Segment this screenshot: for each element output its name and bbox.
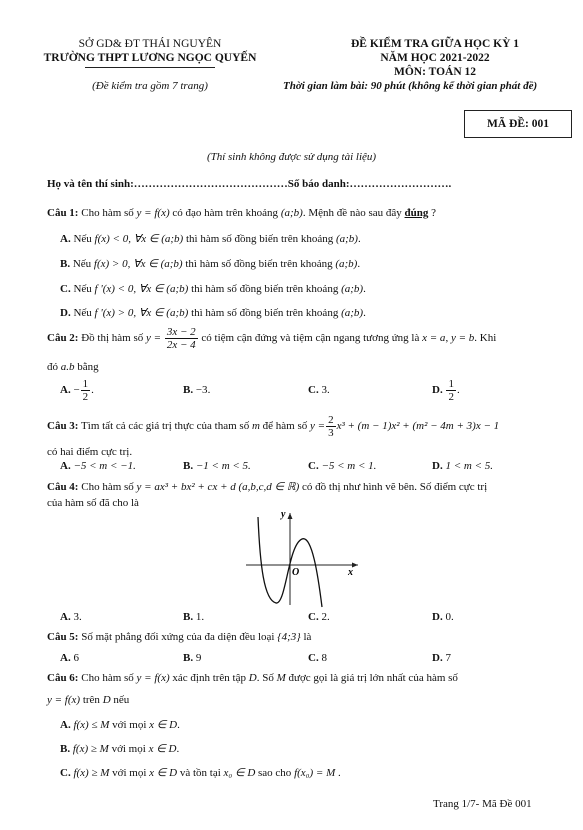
question-5 [47,631,311,643]
q1-option-b[interactable] [60,257,360,270]
option-value: 3 [73,611,79,623]
q1-label: Câu 1: [47,207,79,219]
q4-math: y = ax³ + bx² + cx + d (a,b,c,d ∈ ℝ) [136,481,300,493]
q6-label: Câu 6: [47,672,79,684]
y-axis-arrow [288,513,293,519]
notice: (Thí sinh không được sử dụng tài liệu) [206,151,377,163]
q1-option-d[interactable] [60,306,366,319]
option-key: D. [432,460,443,472]
option-end: . [201,611,205,623]
q5-math: {4;3} [277,631,301,643]
q2-option-b[interactable] [183,384,210,396]
option-key: D. [432,611,443,623]
department-name: SỞ GD& ĐT THÁI NGUYÊN [78,38,222,50]
option-value: 1 [195,611,202,623]
q6-text-c: . Số [256,672,277,684]
option-denominator: 2 [82,391,89,403]
option-key: A. [60,460,71,472]
q4-option-b[interactable] [183,611,204,623]
q2-fraction [165,326,198,351]
question-1 [47,207,436,219]
question-4 [47,480,487,493]
exam-code: MÃ ĐỀ: 001 [487,118,549,130]
option-interval: (a;b) [335,233,358,245]
option-key: C. [60,283,71,295]
option-key: A. [60,384,71,397]
q3-param: m [251,420,260,433]
q6-math1: y = f(x) [136,672,170,684]
q3-option-a[interactable] [60,460,136,472]
option-key: C. [308,652,319,664]
option-end: . [357,258,361,270]
option-key: B. [183,384,194,396]
q5-option-d[interactable] [432,652,451,664]
option-pre: Nếu [70,307,95,319]
q4-option-a[interactable] [60,611,82,623]
q3-text-b: để hàm số [259,420,311,433]
q1-text-e: . Mệnh đề nào sau đây [302,207,405,219]
option-condition: x ∈ D [149,767,178,779]
q3-text-a: Tìm tất cả các giá trị thực của tham số [81,420,252,433]
q2-line2-b: bằng [74,361,99,373]
option-extra2: sao cho [255,767,295,779]
option-value: 9 [195,652,202,664]
option-post: thì hàm số đồng biến trên khoảng [188,283,342,295]
q6-line2-math: y = f(x) [47,694,81,706]
option-key: A. [60,233,71,245]
q1-option-a[interactable] [60,232,361,245]
option-numerator: 1 [448,378,454,390]
option-value: −5 < m < −1. [73,460,136,472]
option-fraction [81,378,91,403]
option-pre: Nếu [70,233,95,245]
q3-option-c[interactable] [308,460,376,472]
option-post: thì hàm số đồng biến trên khoảng [188,307,342,319]
q4-text-a: Cho hàm số [81,481,137,493]
exam-code-box [464,110,572,138]
option-value: −3 [195,384,208,396]
option-interval: (a;b) [335,258,358,270]
q3-option-d[interactable] [432,460,493,472]
school-year: NĂM HỌC 2021-2022 [380,52,490,64]
option-end: . [363,283,366,295]
option-condition: x ∈ D [149,719,178,731]
q2-asym-y: y = b [450,332,475,345]
q6-math2: D [248,672,257,684]
q3-y-eq: y = [310,420,326,433]
q2-label: Câu 2: [47,332,79,345]
option-math: f '(x) > 0, ∀x ∈ (a;b) [94,307,189,319]
q2-line2 [47,361,99,373]
option-key: D. [432,652,443,664]
option-sign: − [73,384,80,397]
option-numerator: 1 [82,378,89,390]
q2-comma: , [445,332,451,345]
option-end: . [450,611,454,623]
option-key: B. [183,652,194,664]
q1-func: y = f(x) [136,207,170,219]
option-pre: Nếu [70,258,94,270]
q6-text-b: xác định trên tập [169,672,249,684]
option-post: với mọi [109,719,150,731]
q2-asym-x: x = a [422,332,446,345]
q2-text-b: có tiệm cận đứng và tiệm cận ngang tương ứng là [198,332,423,345]
option-end: . [326,611,330,623]
q4-option-d[interactable] [432,611,454,623]
option-equation: f(x₀) = M [294,767,336,779]
option-key: C. [308,460,319,472]
q4-label: Câu 4: [47,481,79,493]
q2-text-c: . Khi [474,332,497,345]
option-key: D. [60,307,71,319]
q6-option-c[interactable] [60,766,341,779]
q3-option-b[interactable] [183,460,251,472]
option-value: 6 [73,652,79,664]
q1-text-g: ? [428,207,437,219]
q2-y-eq: y = [146,332,162,345]
option-value: 3 [321,384,327,396]
option-end: . [357,233,361,245]
q4-line2: của hàm số đã cho là [47,497,139,509]
option-value: 1 < m < 5. [445,460,493,472]
page-footer: Trang 1/7- Mã Đề 001 [433,798,532,810]
q5-option-c[interactable] [308,652,327,664]
option-value: 7 [445,652,451,664]
q1-text-c: có đạo hàm trên khoảng [169,207,281,219]
origin-label: O [292,567,300,578]
option-key: A. [60,719,71,731]
q5-text-b: là [300,631,312,643]
q6-line2-a: trên [80,694,103,706]
question-2 [47,326,496,351]
q2-line2-a: đó [47,361,61,373]
q6-line2-b: nếu [110,694,130,706]
option-post: với mọi [108,743,149,755]
cubic-graph [238,505,368,610]
option-key: C. [308,384,319,396]
q6-math3: M [276,672,286,684]
q5-label: Câu 5: [47,631,79,643]
option-end: . [91,384,94,397]
option-math: f(x) ≤ M [70,719,110,731]
x-axis-label: x [348,567,353,578]
option-key: B. [60,258,71,270]
q2-line2-math: a.b [60,361,75,373]
q5-text-a: Số mặt phẳng đối xứng của đa diện đều loại [81,631,278,643]
option-denominator: 2 [448,391,454,403]
time-limit: Thời gian làm bài: 90 phút (không kể thời gian phát đề) [283,80,538,92]
option-pre: Nếu [70,283,95,295]
option-end: . [177,719,180,731]
option-math: f(x) > 0, ∀x ∈ (a;b) [93,258,183,270]
pages-note: (Đề kiểm tra gồm 7 trang) [92,80,208,92]
q2-text-a: Đồ thị hàm số [81,332,147,345]
option-key: A. [60,611,71,623]
option-end: . [78,611,82,623]
q3-denominator: 3 [328,427,334,439]
option-interval: (a;b) [341,307,364,319]
y-axis-label: y [281,509,286,520]
q6-option-a[interactable] [60,718,180,731]
q5-option-a[interactable] [60,652,79,664]
q6-text-a: Cho hàm số [81,672,137,684]
q1-option-c[interactable] [60,282,366,295]
q3-line2: có hai điểm cực trị. [47,446,133,458]
option-post: thì hàm số đồng biến trên khoảng [182,258,336,270]
option-fraction [446,378,456,403]
option-end: . [335,767,341,779]
option-condition: x ∈ D [148,743,177,755]
option-end: . [363,307,366,319]
q1-emphasis: đúng [404,207,429,219]
option-key: B. [183,460,194,472]
option-value: 8 [321,652,327,664]
candidate-line: Họ và tên thí sinh:……………………………………Số báo danh:………………………. [47,178,452,190]
school-underline [85,67,215,68]
q2-option-a[interactable] [60,378,94,403]
option-post: thì hàm số đồng biến trên khoảng [183,233,336,245]
q6-line2 [47,694,129,706]
option-end: . [456,384,460,397]
q3-polynomial: x³ + (m − 1)x² + (m² − 4m + 3)x − 1 [336,420,500,433]
q6-option-b[interactable] [60,742,179,755]
option-end: . [207,384,211,396]
option-end: . [326,384,330,396]
q1-interval: (a;b) [280,207,303,219]
option-key: C. [308,611,319,623]
option-value: 0 [445,611,451,623]
q2-numerator: 3x − 2 [166,326,196,338]
q3-fraction [326,414,336,439]
option-post: với mọi [109,767,150,779]
option-key: B. [183,611,194,623]
q6-text-d: được gọi là giá trị lớn nhất của hàm số [285,672,458,684]
q4-text-b: có đồ thị như hình vẽ bên. Số điểm cực trị [299,481,488,493]
question-6 [47,672,458,684]
option-key: D. [432,384,443,397]
option-value: −1 < m < 5. [195,460,251,472]
q2-denominator: 2x − 4 [166,339,196,351]
question-3 [47,414,499,439]
option-key: C. [60,767,71,779]
subject: MÔN: TOÁN 12 [394,66,476,78]
option-x0: x₀ ∈ D [223,767,256,779]
q2-option-c[interactable] [308,384,330,396]
option-interval: (a;b) [341,283,364,295]
q3-numerator: 2 [328,414,334,426]
option-value: 2 [321,611,327,623]
q6-line2-d: D [102,694,111,706]
option-math: f(x) ≥ M [70,743,109,755]
option-extra: và tồn tại [177,767,224,779]
option-key: A. [60,652,71,664]
option-value: −5 < m < 1. [321,460,377,472]
q5-option-b[interactable] [183,652,201,664]
school-name: TRƯỜNG THPT LƯƠNG NGỌC QUYẾN [43,52,257,64]
option-key: B. [60,743,71,755]
q2-option-d[interactable] [432,378,460,403]
q4-option-c[interactable] [308,611,330,623]
q1-text-a: Cho hàm số [81,207,137,219]
option-end: . [176,743,180,755]
option-math: f(x) ≥ M [70,767,110,779]
option-math: f '(x) < 0, ∀x ∈ (a;b) [94,283,189,295]
q3-label: Câu 3: [47,420,79,433]
exam-title: ĐỀ KIỂM TRA GIỮA HỌC KỲ 1 [350,38,520,50]
option-math: f(x) < 0, ∀x ∈ (a;b) [94,233,184,245]
